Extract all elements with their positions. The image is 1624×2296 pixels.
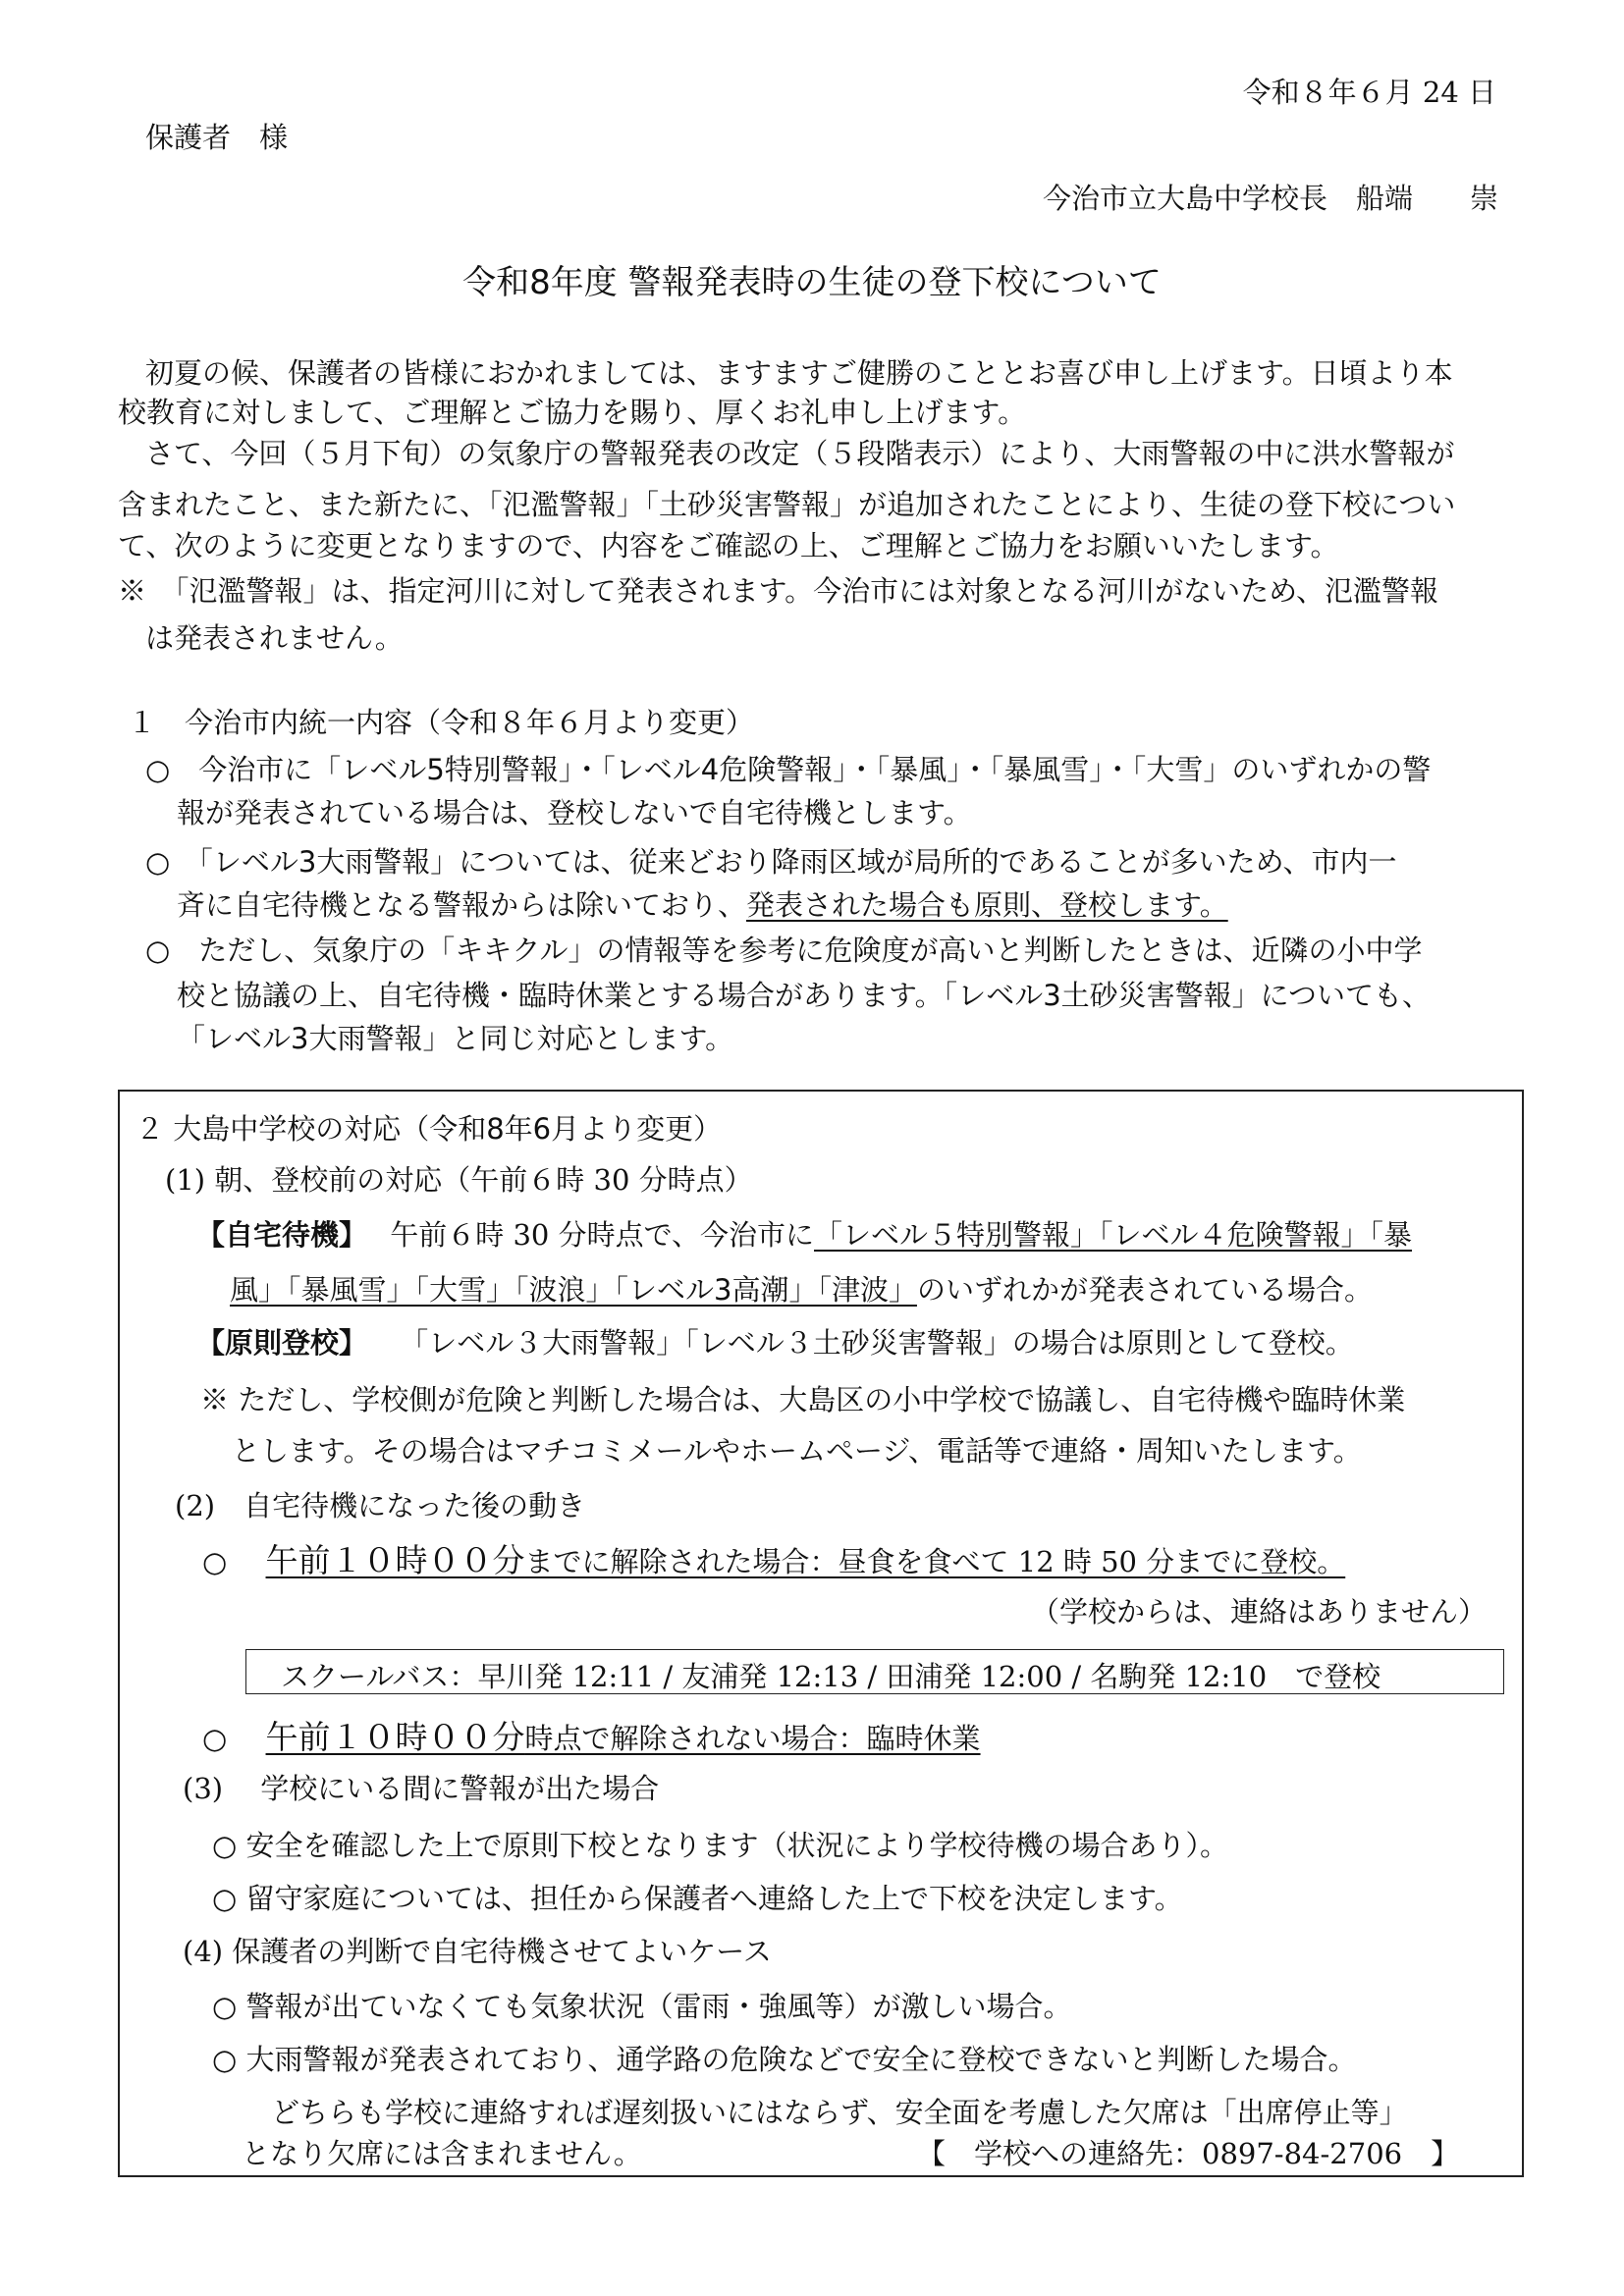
intro-note-line1: ※ 「氾濫警報」は、指定河川に対して発表されます。今治市には対象となる河川がないため、氾濫警報 (118, 574, 1439, 608)
text: 」・「 (558, 753, 616, 786)
section2-sub2: (2) 自宅待機になった後の動き (175, 1489, 586, 1522)
closing-line2: となり欠席には含まれません。 (242, 2137, 642, 2170)
kikikuru-label: キキクル (455, 934, 568, 967)
warning-level3-landslide: レベル3土砂災害警報 (957, 979, 1232, 1012)
intro-p2-line2: 含まれたこと、また新たに、「氾濫警報」「土砂災害警報」が追加されたことにより、生徒の登下校につい (118, 488, 1456, 521)
text: 午前６時 30 分時点で、今治市に (390, 1218, 814, 1252)
sender: 今治市立大島中学校長 船端 崇 (1042, 182, 1498, 215)
text: ○ ただし、気象庁の「 (145, 934, 456, 967)
case2-line (202, 1712, 981, 1758)
text: 「レベル３大雨警報」「レベル３土砂災害警報」の場合は原則として登校。 (400, 1326, 1354, 1360)
closing-line1: どちらも学校に連絡すれば遅刻扱いにはならず、安全面を考慮した欠席は「出席停止等」 (271, 2096, 1408, 2129)
case1-underlined (265, 1541, 1346, 1579)
text: のいずれかが発表されている場合。 (916, 1273, 1373, 1307)
section2-heading: ２ 大島中学校の対応（令和8年6月より変更） (135, 1112, 723, 1146)
time-label: 午前１０時００分 (265, 1541, 525, 1579)
section1-item3-line3 (177, 1017, 733, 1057)
warning-level4: レベル4危険警報 (615, 753, 834, 786)
sub3-item2: ○ 留守家庭については、担任から保護者へ連絡した上で下校を決定します。 (212, 1882, 1183, 1915)
warning-snowstorm: 暴風雪 (1003, 753, 1090, 786)
case2-underlined (265, 1718, 981, 1756)
standby-line1 (196, 1213, 1412, 1254)
circle-bullet: ○ (202, 1722, 228, 1755)
note1-line1: ※ ただし、学校側が危険と判断した場合は、大島区の小中学校で協議し、自宅待機や臨時休業 (200, 1383, 1406, 1416)
bus-schedule: スクールバス：早川発 12:11 / 友浦発 12:13 / 田浦発 12:00 / 名駒発 12:10 で登校 (281, 1660, 1381, 1693)
warning-level5: レベル5特別警報 (341, 753, 559, 786)
section1-heading: １ 今治市内統一内容（令和８年６月より変更） (128, 706, 755, 739)
underlined-text: 発表された場合も原則、登校します。 (746, 888, 1228, 922)
section2-sub3: (3) 学校にいる間に警報が出た場合 (183, 1772, 660, 1805)
intro-note-line2: は発表されません。 (145, 621, 404, 655)
text: 」・「 (833, 753, 891, 786)
intro-p2-line3: て、次のように変更となりますので、内容をご確認の上、ご理解とご協力をお願いいたします。 (118, 529, 1339, 562)
text: 」についても、 (1231, 979, 1432, 1012)
text: 」のいずれかの警 (1203, 753, 1432, 786)
time-label: 午前１０時００分 (265, 1718, 525, 1756)
warning-level3-rain: レベル3大雨警報 (212, 845, 431, 879)
attend-line (196, 1321, 1354, 1362)
standby-warnings: 「レベル５特別警報」「レベル４危険警報」「暴 (814, 1218, 1413, 1252)
sub4-item2: ○ 大雨警報が発表されており、通学路の危険などで安全に登校できないと判断した場合。 (212, 2043, 1357, 2076)
warning-level3-rain: レベル3大雨警報 (205, 1022, 423, 1055)
standby-label: 【自宅待機】 (196, 1218, 368, 1252)
warning-storm: 暴風 (890, 753, 947, 786)
text: ○ 今治市に「 (145, 753, 342, 786)
case1-line (202, 1535, 1345, 1581)
note1-line2: とします。その場合はマチコミメールやホームページ、電話等で連絡・周知いたします。 (232, 1434, 1362, 1468)
text: 」については、従来どおり降雨区域が局所的であることが多いため、市内一 (430, 845, 1397, 879)
section1-item3-line1 (145, 929, 1422, 969)
section1-item2-line2 (177, 883, 1228, 924)
text: 」と同じ対応とします。 (422, 1022, 734, 1055)
sub3-item1: ○ 安全を確認した上で原則下校となります（状況により学校待機の場合あり）。 (212, 1829, 1229, 1862)
text: までに解除された場合：昼食を食べて 12 時 50 分までに登校。 (524, 1545, 1346, 1578)
section1-item3-line2 (177, 974, 1431, 1014)
case1-note: （学校からは、連絡はありません） (1030, 1595, 1487, 1629)
text: 校と協議の上、自宅待機・臨時休業とする場合があります。「 (177, 979, 958, 1012)
section2-sub4: (4) 保護者の判断で自宅待機させてよいケース (183, 1935, 772, 1968)
attend-label: 【原則登校】 (196, 1326, 368, 1360)
section1-item1-line2: 報が発表されている場合は、登校しないで自宅待機とします。 (177, 796, 972, 829)
section1-item1-line1 (145, 748, 1431, 788)
page-title: 令和8年度 警報発表時の生徒の登下校について (462, 263, 1162, 302)
text: 「 (177, 1022, 206, 1055)
text: ○ 「 (145, 845, 213, 879)
intro-p1-line1: 初夏の候、保護者の皆様におかれましては、ますますご健勝のこととお喜び申し上げます。日頃より本 (145, 356, 1453, 390)
text: 」の情報等を参考に危険度が高いと判断したときは、近隣の小中学 (568, 934, 1423, 967)
standby-warnings: 風」「暴風雪」「大雪」「波浪」「レベル3高潮」「津波」 (230, 1273, 917, 1307)
document-date: 令和８年６月 24 日 (1242, 76, 1496, 109)
section2-sub1: (1) 朝、登校前の対応（午前６時 30 分時点） (165, 1163, 753, 1197)
section1-item2-line1 (145, 840, 1397, 881)
circle-bullet: ○ (202, 1545, 228, 1578)
text: 」・「 (1089, 753, 1147, 786)
recipient: 保護者 様 (145, 121, 289, 154)
intro-p2-line1: さて、今回（５月下旬）の気象庁の警報発表の改定（５段階表示）により、大雨警報の中に洪水警報が (145, 437, 1455, 470)
text: 斉に自宅待機となる警報からは除いており、 (177, 888, 747, 922)
intro-p1-line2: 校教育に対しまして、ご理解とご協力を賜り、厚くお礼申し上げます。 (118, 396, 1027, 429)
standby-line2 (230, 1268, 1373, 1308)
text: 」・「 (947, 753, 1004, 786)
sub4-item1: ○ 警報が出ていなくても気象状況（雷雨・強風等）が激しい場合。 (212, 1990, 1072, 2023)
contact-info: 【 学校への連絡先：0897-84-2706 】 (917, 2137, 1460, 2170)
warning-heavy-snow: 大雪 (1146, 753, 1204, 786)
text: 時点で解除されない場合：臨時休業 (524, 1722, 981, 1755)
